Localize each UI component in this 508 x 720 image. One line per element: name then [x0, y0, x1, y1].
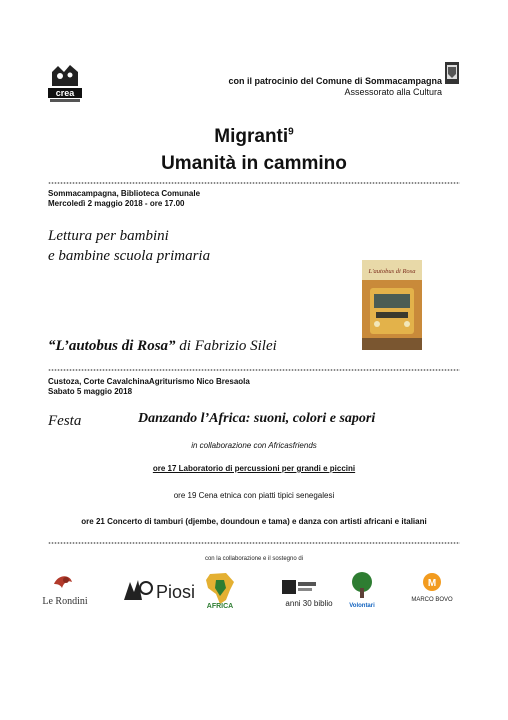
book-cover-image — [362, 260, 422, 350]
svg-text:M: M — [427, 578, 437, 589]
event1-venue: Sommacampagna, Biblioteca Comunale — [48, 189, 201, 198]
event1-venue-block — [48, 189, 200, 209]
title-edition: 9 — [288, 126, 294, 138]
book-title: “L’autobus di Rosa” — [48, 338, 176, 354]
sponsor-volontari-logo — [344, 570, 380, 610]
sponsor-africa-text: AFRICA — [206, 603, 234, 610]
patronage-line2: Assessorato alla Cultura — [344, 87, 442, 97]
sponsor-biblio-logo — [278, 570, 340, 610]
crea-logo-text: crea — [55, 88, 75, 98]
sponsor-marco-bovo-logo — [408, 570, 456, 610]
event2-item3: ore 21 Concerto di tamburi (djembe, doundoun e tama) e danza con artisti africani e italiani — [81, 517, 427, 526]
book-line — [48, 338, 277, 355]
book-author: di Fabrizio Silei — [175, 338, 277, 354]
crea-logo — [48, 62, 82, 104]
book-cover-title: L'autobus di Rosa — [368, 268, 416, 275]
event2-venue-block — [48, 377, 250, 397]
event2-date: Sabato 5 maggio 2018 — [48, 387, 133, 396]
sponsor-piosi-text: Piosi — [156, 582, 196, 602]
title-line1 — [0, 126, 508, 148]
divider — [48, 181, 460, 185]
patronage-line1: con il patrocinio del Comune di Sommacampagna — [228, 76, 442, 86]
footer-collab-text: con la collaborazione e il sostegno di — [204, 556, 304, 562]
sponsor-marco-bovo-text: MARCO BOVO — [411, 597, 453, 603]
title-main: Migranti — [214, 126, 289, 147]
event2-item1: ore 17 Laboratorio di percussioni per grandi e piccini — [152, 464, 356, 473]
sponsor-le-rondini-text: Le Rondini — [42, 596, 88, 607]
event2-label: Festa — [48, 413, 82, 429]
sponsor-piosi-logo — [120, 570, 196, 610]
divider — [48, 541, 460, 545]
sponsor-volontari-text: Volontari — [349, 603, 375, 609]
event2-title: Danzando l’Africa: suoni, colori e sapori — [138, 411, 376, 426]
event1-description — [48, 226, 210, 266]
sponsor-africa-logo — [200, 570, 240, 610]
divider — [48, 368, 460, 372]
event1-desc-line1: Lettura per bambini — [48, 228, 169, 244]
title-line2: Umanità in cammino — [161, 153, 347, 174]
event2-collab: in collaborazione con Africasfriends — [191, 441, 317, 450]
sponsor-biblio-text: anni 30 biblio — [285, 599, 333, 608]
event2-venue: Custoza, Corte CavalchinaAgriturismo Nico Bresaola — [48, 377, 250, 386]
comune-crest-icon — [445, 62, 459, 84]
patronage — [210, 76, 442, 98]
sponsor-le-rondini-logo — [34, 570, 96, 610]
event1-datetime: Mercoledì 2 maggio 2018 - ore 17.00 — [48, 199, 185, 208]
event2-item2: ore 19 Cena etnica con piatti tipici senegalesi — [173, 491, 335, 500]
event1-desc-line2: e bambine scuola primaria — [48, 248, 211, 264]
